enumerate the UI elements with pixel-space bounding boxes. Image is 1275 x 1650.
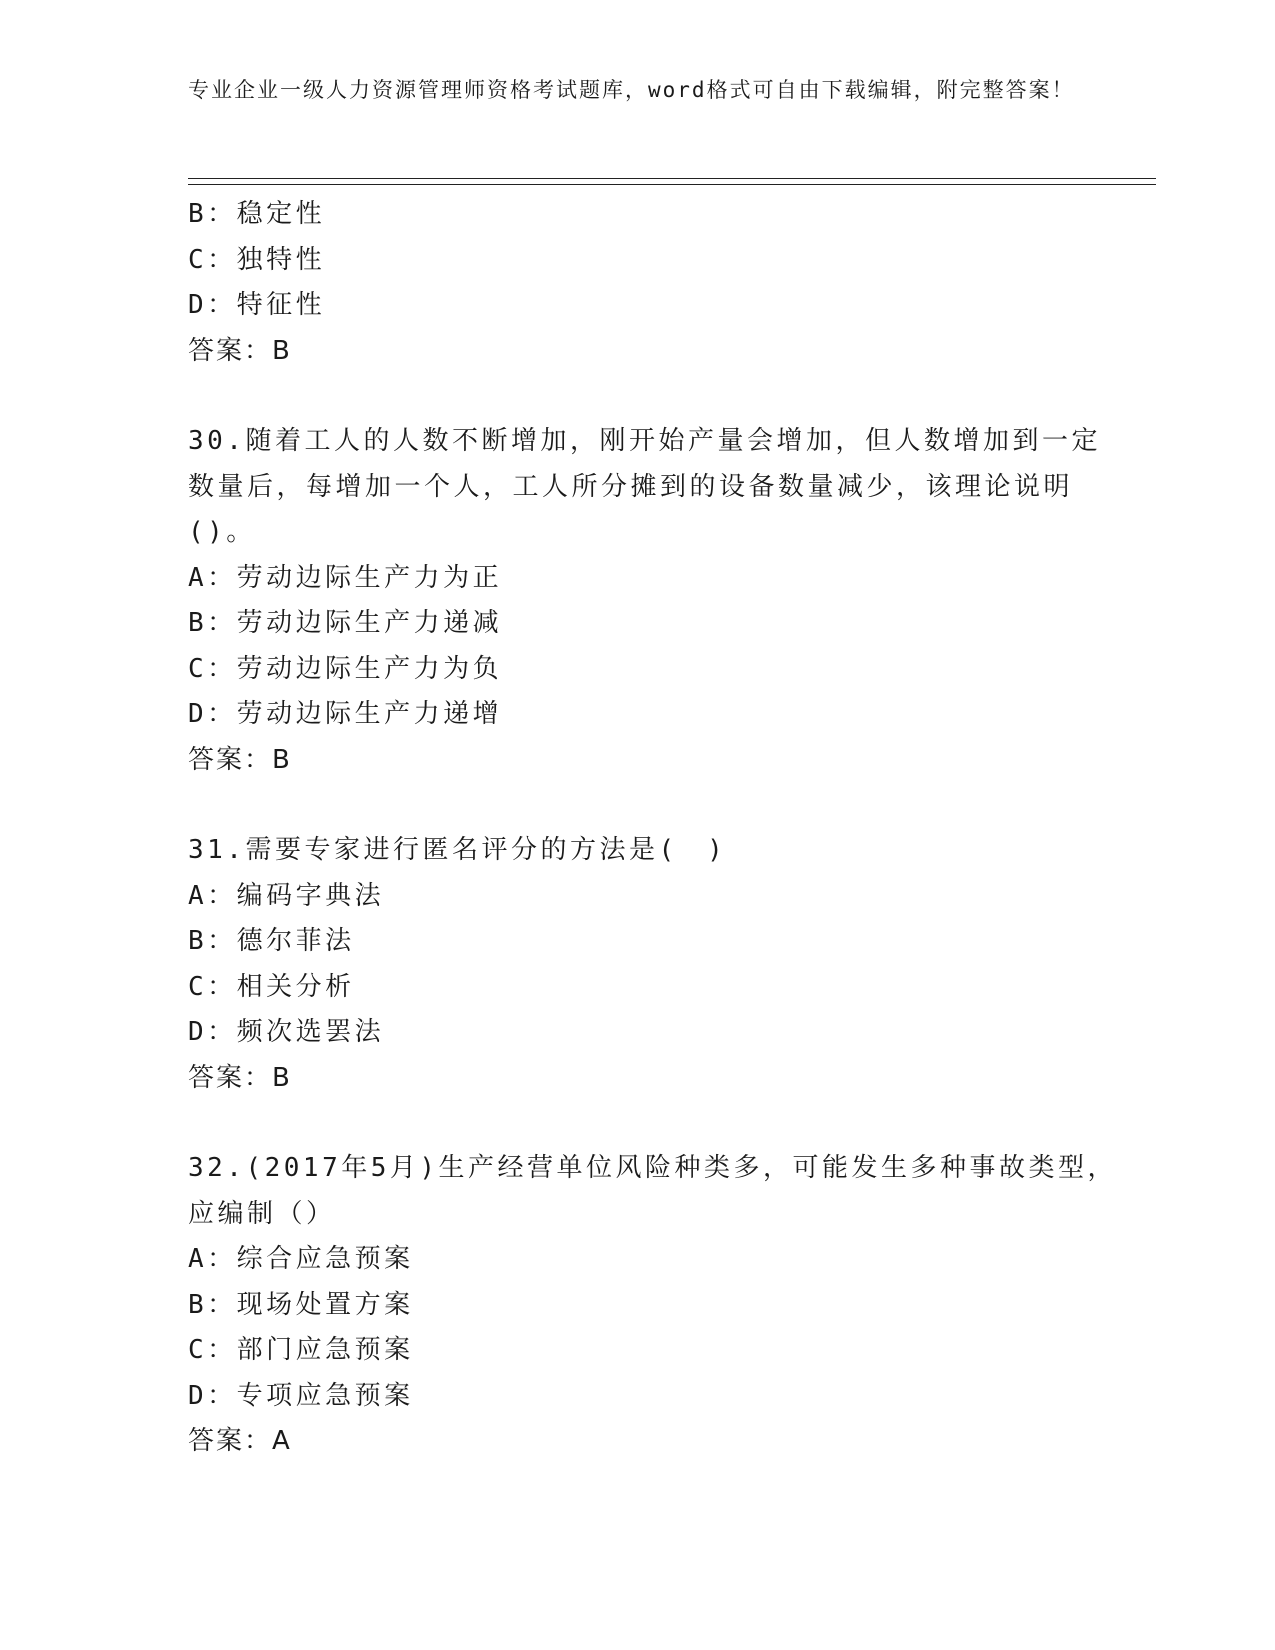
option-line: D：频次选罢法 <box>188 1017 385 1047</box>
option-line: B：劳动边际生产力递减 <box>188 608 503 638</box>
option-line: B：现场处置方案 <box>188 1289 414 1320</box>
question-text: 32.(2017年5月)生产经营单位风险种类多，可能发生多种事故类型， <box>188 1153 1118 1183</box>
option-line: C：部门应急预案 <box>188 1335 414 1365</box>
answer-line: 答案：A <box>188 1426 292 1456</box>
answer-line: 答案：B <box>188 335 292 366</box>
option-line: D：劳动边际生产力递增 <box>188 699 503 729</box>
option-line: B：德尔菲法 <box>188 926 355 956</box>
spacer <box>188 783 1088 828</box>
question-text: 数量后，每增加一个人，工人所分摊到的设备数量减少，该理论说明 <box>188 471 1074 502</box>
question-text: ()。 <box>188 517 256 547</box>
document-header: 专业企业一级人力资源管理师资格考试题库，word格式可自由下载编辑，附完整答案！ <box>188 78 1075 102</box>
spacer <box>188 374 1088 419</box>
header-rule-bottom <box>188 184 1156 185</box>
spacer <box>188 1101 1088 1146</box>
option-line: A：综合应急预案 <box>188 1244 414 1274</box>
option-line: C：相关分析 <box>188 971 355 1002</box>
answer-line: 答案：B <box>188 744 292 775</box>
option-line: B：稳定性 <box>188 199 326 229</box>
option-line: D：专项应急预案 <box>188 1380 414 1411</box>
header-rule-top <box>188 178 1156 179</box>
answer-line: 答案：B <box>188 1062 292 1093</box>
question-text: 应编制（） <box>188 1198 336 1229</box>
option-line: C：劳动边际生产力为负 <box>188 653 503 684</box>
question-text: 31.需要专家进行匿名评分的方法是( ) <box>188 835 727 865</box>
question-text: 30.随着工人的人数不断增加，刚开始产量会增加，但人数增加到一定 <box>188 426 1101 456</box>
option-line: C：独特性 <box>188 244 326 275</box>
option-line: A：劳动边际生产力为正 <box>188 562 503 593</box>
option-line: A：编码字典法 <box>188 880 385 911</box>
question-content <box>188 192 1118 1465</box>
option-line: D：特征性 <box>188 290 326 320</box>
